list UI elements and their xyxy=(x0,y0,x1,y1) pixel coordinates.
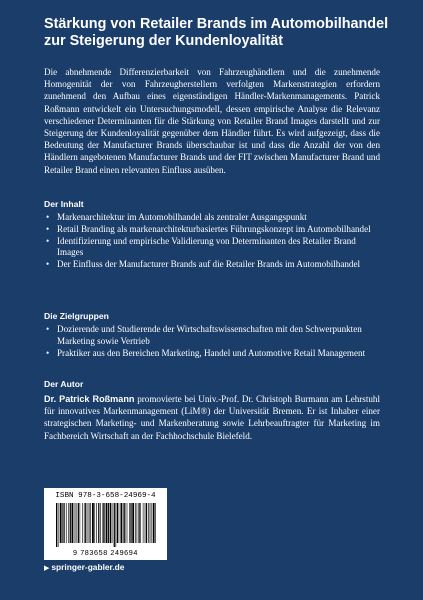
barcode xyxy=(54,503,159,547)
barcode-bar xyxy=(98,503,99,543)
contents-item: • Markenarchitektur im Automobilhandel als zentraler Ausgangspunkt xyxy=(44,212,374,224)
barcode-bar xyxy=(150,503,151,543)
barcode-bar xyxy=(75,503,76,543)
barcode-bar xyxy=(145,503,146,543)
author-heading: Der Autor xyxy=(44,379,84,389)
barcode-bar xyxy=(114,503,115,547)
barcode-bar xyxy=(96,503,97,543)
author-bio xyxy=(44,393,380,442)
title-line-2: zur Steigerung der Kundenloyalität xyxy=(44,33,284,49)
contents-item: • Retail Branding als markenarchitekturbasiertes Führungskonzept im Automobilhandel xyxy=(44,224,374,236)
barcode-bar xyxy=(60,503,62,543)
isbn-label: ISBN 978-3-658-24969-4 xyxy=(55,492,156,500)
barcode-bar xyxy=(104,503,105,543)
author-name: Dr. Patrick Roßmann xyxy=(44,394,135,404)
barcode-bar xyxy=(62,503,63,543)
barcode-bar xyxy=(100,503,101,543)
barcode-bar xyxy=(58,503,59,547)
barcode-bar xyxy=(132,503,134,543)
barcode-bar xyxy=(123,503,124,543)
triangle-right-icon: ▶ xyxy=(44,565,50,572)
contents-item: • Identifizierung und empirische Validierung von Determinanten des Retailer Brand Images xyxy=(44,236,374,260)
barcode-bar xyxy=(138,503,139,543)
contents-heading: Der Inhalt xyxy=(44,199,84,209)
barcode-bar xyxy=(103,503,104,543)
barcode-bar xyxy=(70,503,71,543)
barcode-bar xyxy=(56,503,57,547)
barcode-bar xyxy=(155,503,156,543)
barcode-bar xyxy=(117,503,118,543)
contents-item: • Der Einfluss der Manufacturer Brands auf die Retailer Brands im Automobilhandel xyxy=(44,259,374,271)
barcode-bar xyxy=(108,503,109,543)
barcode-bar xyxy=(66,503,67,543)
barcode-bar xyxy=(68,503,69,543)
audience-item: • Praktiker aus den Bereichen Marketing, Handel und Automotive Retail Management xyxy=(44,348,374,360)
barcode-bar xyxy=(124,503,125,543)
barcode-bar xyxy=(112,503,113,543)
barcode-bar xyxy=(84,503,85,543)
audience-list xyxy=(44,324,374,359)
barcode-bar xyxy=(137,503,138,543)
intro-paragraph: Die abnehmende Differenzierbarkeit von Fahrzeughändlern und die zunehmende Homogenität der von Fahrzeugherstellern verfolgten Markenstrategien erfordern zunehmend den Aufbau eines eigenständigen Händler-Markenmanagements. Patrick Roßmann entwickelt ein Untersuchungsmodell, dessen empirische Analyse die Relevanz verschiedener Determinanten für die Stärkung von Retailer Brand Images darstellt und zur Steigerung der Kundenloyalität gegenüber dem Händler führt. Es wird aufgezeigt, dass die Bedeutung der Manufacturer Brands überschaubar ist und dass die Anzahl der von den Händlern angebotenen Manufacturer Brands und der FIT zwischen Manufacturer Brand und Retailer Brand einen relevanten Einfluss ausüben. xyxy=(44,67,380,175)
barcode-bar xyxy=(153,503,155,543)
author-bio-text: promovierte bei Univ.-Prof. Dr. Christoph Burmann am Lehrstuhl für innovatives Markenmanagement (LiM®) der Universität Bremen. Er ist Inhaber einer strategischen Marketing- und Markenberatung sowie Lehrbeauftragter für Marketing im Fachbereich Wirtschaft an der Fachhochschule Bielefeld. xyxy=(44,394,380,441)
barcode-bar xyxy=(119,503,120,543)
website-url[interactable]: springer-gabler.de xyxy=(51,562,125,572)
barcode-bar xyxy=(85,503,86,543)
barcode-bar xyxy=(148,503,149,543)
book-title xyxy=(44,16,404,50)
barcode-bar xyxy=(135,503,136,543)
barcode-bar xyxy=(94,503,95,543)
contents-list xyxy=(44,212,374,271)
audience-heading: Die Zielgruppen xyxy=(44,311,109,321)
barcode-bar xyxy=(127,503,128,543)
barcode-bar xyxy=(78,503,79,543)
barcode-bar xyxy=(146,503,147,543)
barcode-bar xyxy=(130,503,131,543)
barcode-bar xyxy=(140,503,141,543)
audience-item: • Dozierende und Studierende der Wirtschaftswissenschaften mit den Schwerpunkten Marketing sowie Vertrieb xyxy=(44,324,374,348)
barcode-bar xyxy=(72,503,74,543)
barcode-bar xyxy=(76,503,77,543)
publisher-website[interactable] xyxy=(44,562,124,574)
barcode-digits: 9 783658 249694 xyxy=(73,548,138,557)
barcode-bar xyxy=(120,503,122,543)
barcode-bar xyxy=(89,503,90,543)
barcode-bar xyxy=(116,503,117,547)
barcode-bar xyxy=(129,503,130,543)
barcode-bar xyxy=(110,503,111,543)
barcode-bar xyxy=(90,503,91,543)
barcode-bar xyxy=(92,503,94,543)
barcode-bar xyxy=(82,503,83,543)
title-line-1: Stärkung von Retailer Brands im Automobilhandel xyxy=(44,16,389,32)
barcode-bar xyxy=(63,503,64,543)
barcode-bar xyxy=(88,503,89,543)
barcode-bar xyxy=(106,503,108,543)
barcode-bar xyxy=(151,503,152,543)
barcode-box xyxy=(44,488,167,560)
barcode-bar xyxy=(80,503,81,543)
barcode-bar xyxy=(143,503,144,543)
